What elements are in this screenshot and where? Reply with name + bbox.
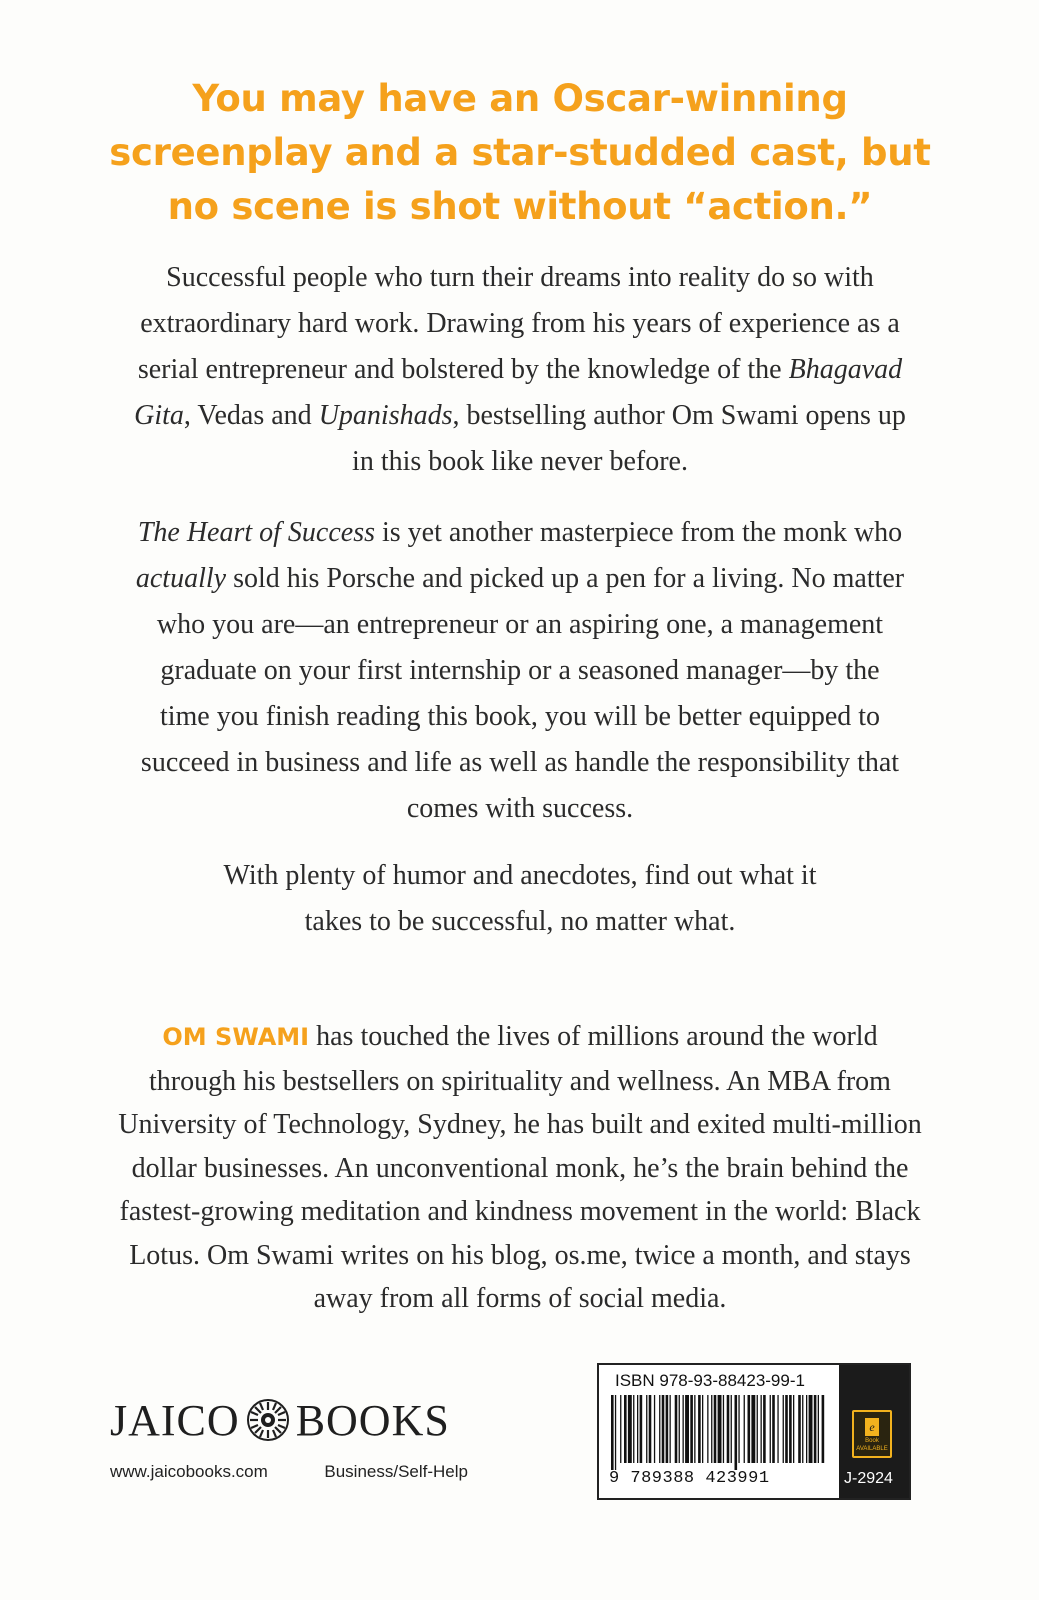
text-line [80,556,960,602]
blurb-paragraph-3 [80,853,960,945]
barcode-icon [607,1395,832,1470]
publisher-website: www.jaicobooks.com [110,1462,268,1481]
text-segment: serial entrepreneur and bolstered by the knowledge of the [137,354,782,385]
text-segment: , bestselling author Om Swami opens up [452,400,906,431]
text-line: With plenty of humor and anecdotes, find out what it [223,860,817,891]
italic-title: Gita [134,400,184,431]
text-line: University of Technology, Sydney, he has built and exited multi-million [118,1109,922,1140]
text-line: succeed in business and life as well as handle the responsibility that [140,747,900,778]
text-line: fastest-growing meditation and kindness movement in the world: Black [119,1196,921,1227]
catalog-code: J-2924 [844,1470,893,1487]
text-line [80,1015,960,1060]
ebook-panel [839,1365,909,1498]
text-segment: sold his Porsche and picked up a pen for a living. No matter [226,563,905,594]
headline [60,72,980,234]
text-line: who you are—an entrepreneur or an aspiring one, a management [156,609,884,640]
text-segment: , Vedas and [183,400,319,431]
text-line: comes with success. [406,793,634,824]
text-line: through his bestsellers on spirituality and wellness. An MBA from [149,1065,891,1097]
text-line: extraordinary hard work. Drawing from his years of experience as a [140,308,900,339]
text-line: away from all forms of social media. [313,1283,727,1314]
ebook-line-1: Book [865,1438,879,1444]
text-line: takes to be successful, no matter what. [304,906,736,937]
text-segment: has touched the lives of millions around the world [309,1021,878,1052]
publisher-logo [110,1392,490,1448]
blurb-paragraph-1 [80,255,960,485]
italic-title: Bhagavad [788,354,903,385]
blurb-paragraph-2 [80,510,960,832]
text-segment: is yet another masterpiece from the monk who [375,517,903,548]
text-line: graduate on your first internship or a seasoned manager—by the [160,655,880,686]
italic-title: Upanishads [318,400,453,431]
ebook-icon: e [865,1418,879,1436]
author-name: OM SWAMI [162,1023,310,1051]
headline-line-1: You may have an Oscar-winning [192,77,848,120]
barcode-digits: 9 789388 423991 [609,1469,770,1488]
publisher-block [110,1392,490,1482]
text-line: in this book like never before. [352,446,688,477]
publisher-name-left: JAICO [110,1395,240,1445]
text-line: Successful people who turn their dreams into reality do so with [166,262,874,293]
author-bio [80,1015,960,1321]
headline-line-3: no scene is shot without “action.” [167,185,873,228]
text-line [80,393,960,439]
italic-word: actually [135,563,227,594]
text-line: dollar businesses. An unconventional monk, he’s the brain behind the [131,1152,909,1184]
book-title: The Heart of Success [137,517,375,548]
publisher-meta [110,1462,468,1482]
text-line: Lotus. Om Swami writes on his blog, os.me, twice a month, and stays [129,1239,911,1271]
ebook-line-2: AVAILABLE [856,1446,888,1452]
headline-line-2: screenplay and a star-studded cast, but [109,131,931,174]
barcode-box [597,1363,911,1500]
isbn-label: ISBN 978-93-88423-99-1 [615,1371,805,1390]
publisher-name-right: BOOKS [295,1395,450,1445]
book-category: Business/Self-Help [324,1462,468,1481]
sun-emblem-icon [246,1398,290,1442]
text-line [80,510,960,556]
text-line: time you finish reading this book, you will be better equipped to [159,701,881,732]
ebook-available-badge [852,1410,892,1458]
text-line [80,347,960,393]
